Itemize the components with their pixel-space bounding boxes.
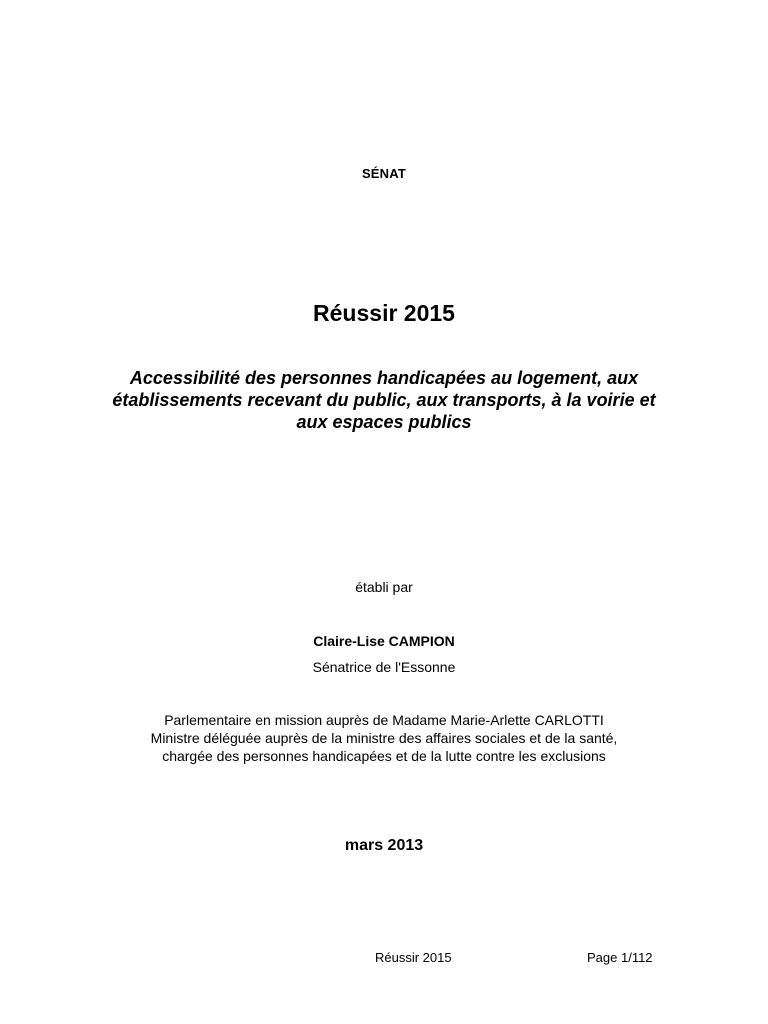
report-subtitle xyxy=(100,367,668,433)
mission-description xyxy=(0,711,768,765)
institution-name: SÉNAT xyxy=(361,166,407,181)
mission-line: chargée des personnes handicapées et de la lutte contre les exclusions xyxy=(162,748,606,764)
mission-line: Parlementaire en mission auprès de Madame Marie-Arlette CARLOTTI xyxy=(164,712,604,728)
mission-line: Ministre déléguée auprès de la ministre des affaires sociales et de la santé, xyxy=(150,730,618,746)
report-date: mars 2013 xyxy=(344,837,424,854)
subtitle-line: aux espaces publics xyxy=(296,412,472,432)
footer-title: Réussir 2015 xyxy=(375,950,452,965)
footer-page-number: Page 1/112 xyxy=(587,950,653,965)
subtitle-line: Accessibilité des personnes handicapées au logement, aux xyxy=(129,368,639,388)
subtitle-line: établissements recevant du public, aux transports, à la voirie et xyxy=(112,390,656,410)
report-title: Réussir 2015 xyxy=(313,300,455,326)
established-by-label: établi par xyxy=(355,579,413,595)
author-name: Claire-Lise CAMPION xyxy=(313,633,455,649)
author-role: Sénatrice de l'Essonne xyxy=(312,659,456,675)
